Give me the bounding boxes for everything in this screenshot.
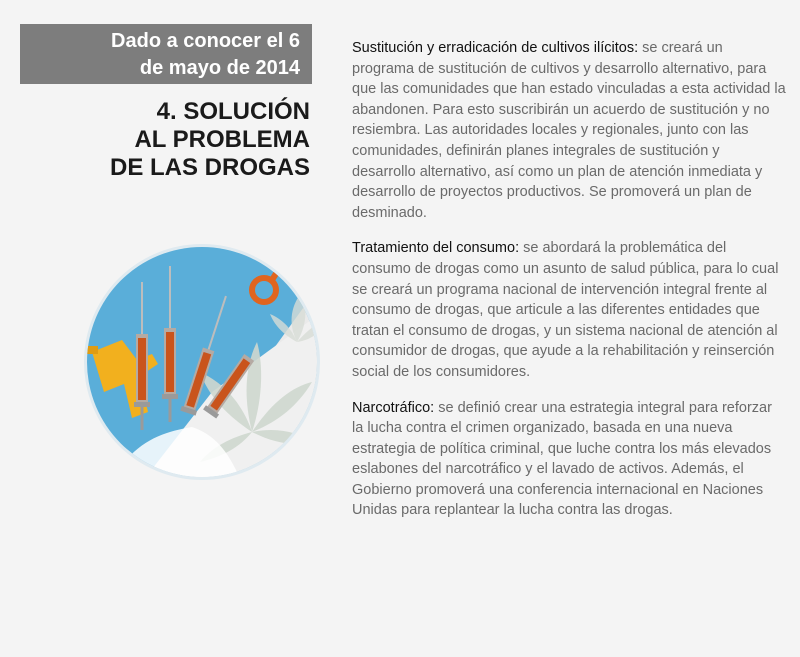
section-title-narcotrafico: Narcotráfico: [352,399,435,416]
section-paragraph-consumption [352,238,787,382]
section-title-consumption: Tratamiento del consumo: [352,240,520,257]
heading-line-1: 4. SOLUCIÓN [156,98,310,125]
section-body-narcotrafico: se definió crear una estrategia integral para reforzar la lucha contra el crimen organizado, basada en una nueva estrategia de política criminal, que luche contra los más elevados eslabones del narcotráfico y el lavado de activos. Además, el Gobierno promoverá una conferencia internacional en Naciones Unidas para replantear la lucha contra las drogas. [352,399,772,519]
section-paragraph-substitution [352,38,787,223]
section-title-substitution: Sustitución y erradicación de cultivos ilícitos: [352,40,639,56]
content-column [352,38,787,536]
date-banner-line-1: Dado a conocer el 6 [111,30,300,52]
drugs-illustration [82,242,322,482]
section-body-substitution: se creará un programa de sustitución de cultivos y desarrollo alternativo, para que las comunidades que han estado vinculadas a esta actividad la abandonen. Para esto suscribirán un acuerdo de sustitución y no resiembra. Las autoridades locales y regionales, junto con las comunidades, definirán planes integrales de sustitución y desarrollo alternativo, así como un plan de atención inmediata y desarrollo de proyectos productivos. Se promoverá un plan de desminado. [352,40,786,221]
section-heading [20,98,310,182]
heading-line-2: AL PROBLEMA [134,126,310,153]
date-banner [20,24,312,84]
section-paragraph-narcotrafico [352,398,787,522]
section-body-consumption: se abordará la problemática del consumo de drogas como un asunto de salud pública, para lo cual se creará un programa nacional de intervención integral frente al consumo de drogas, que articule a las diferentes entidades que tratan el consumo de drogas, y un sistema nacional de atención al consumidor de drogas, que ayude a la rehabilitación y reinserción social de los consumidores. [352,240,779,380]
heading-line-3: DE LAS DROGAS [109,154,310,181]
date-banner-line-2: de mayo de 2014 [139,57,300,79]
